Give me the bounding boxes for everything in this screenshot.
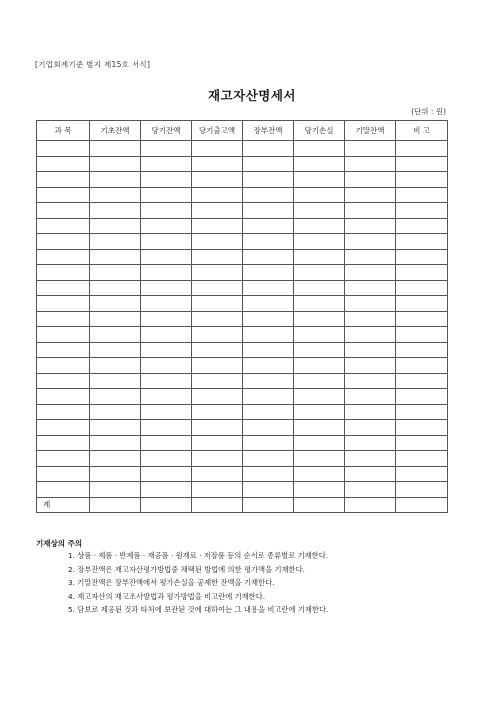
table-cell	[90, 435, 141, 451]
table-cell	[192, 203, 243, 219]
table-cell	[345, 327, 396, 343]
table-cell	[345, 373, 396, 389]
table-cell	[294, 373, 345, 389]
table-cell	[141, 141, 192, 157]
table-cell	[294, 249, 345, 265]
table-cell	[243, 497, 294, 513]
notes-heading: 기재상의 주의	[36, 539, 83, 548]
note-item: 4. 재고자산의 재고조사방법과 평가방법을 비고란에 기재한다.	[68, 591, 266, 601]
table-cell	[141, 265, 192, 281]
table-cell	[37, 249, 90, 265]
table-cell	[141, 280, 192, 296]
table-cell	[37, 172, 90, 188]
table-cell	[345, 358, 396, 374]
table-cell	[243, 172, 294, 188]
table-cell	[192, 172, 243, 188]
table-cell	[294, 265, 345, 281]
table-cell	[396, 466, 448, 482]
table-cell	[294, 234, 345, 250]
table-cell	[192, 218, 243, 234]
table-cell	[37, 373, 90, 389]
inventory-table	[36, 120, 448, 513]
header-current-loss: 당기손실	[294, 121, 345, 141]
table-cell	[294, 311, 345, 327]
table-row	[37, 156, 448, 172]
table-cell	[243, 451, 294, 467]
table-cell	[396, 342, 448, 358]
table-cell	[243, 358, 294, 374]
table-row	[37, 203, 448, 219]
table-cell	[396, 265, 448, 281]
header-account: 과 목	[37, 121, 90, 141]
table-cell	[37, 466, 90, 482]
table-cell	[90, 187, 141, 203]
table-row	[37, 420, 448, 436]
table-row	[37, 358, 448, 374]
table-cell	[90, 296, 141, 312]
table-cell	[294, 141, 345, 157]
table-cell	[345, 203, 396, 219]
table-cell	[90, 249, 141, 265]
table-cell	[90, 466, 141, 482]
table-row	[37, 234, 448, 250]
table-cell	[294, 203, 345, 219]
table-row	[37, 404, 448, 420]
table-cell	[37, 451, 90, 467]
table-cell	[243, 327, 294, 343]
table-cell	[294, 342, 345, 358]
table-cell	[345, 404, 396, 420]
table-cell	[141, 249, 192, 265]
table-row	[37, 187, 448, 203]
table-cell	[294, 280, 345, 296]
table-cell	[90, 389, 141, 405]
table-cell	[192, 141, 243, 157]
table-cell	[345, 280, 396, 296]
table-cell	[90, 358, 141, 374]
table-cell	[396, 234, 448, 250]
table-cell	[37, 234, 90, 250]
table-cell	[345, 172, 396, 188]
unit-note: (단위 : 원)	[411, 107, 446, 116]
table-cell	[141, 203, 192, 219]
table-cell	[345, 451, 396, 467]
table-cell	[396, 482, 448, 498]
table-cell	[37, 280, 90, 296]
table-cell	[396, 203, 448, 219]
table-cell	[243, 373, 294, 389]
table-row	[37, 265, 448, 281]
table-cell	[90, 311, 141, 327]
table-cell	[141, 187, 192, 203]
table-cell	[192, 234, 243, 250]
table-row	[37, 435, 448, 451]
table-cell	[141, 420, 192, 436]
document-title: 재고자산명세서	[207, 88, 297, 103]
header-current-shipment: 당기출고액	[192, 121, 243, 141]
table-cell	[396, 280, 448, 296]
header-opening-balance: 기초잔액	[90, 121, 141, 141]
table-cell	[90, 404, 141, 420]
table-cell	[90, 203, 141, 219]
table-cell	[141, 466, 192, 482]
table-cell	[294, 451, 345, 467]
header-closing-balance: 기말잔액	[345, 121, 396, 141]
table-cell	[192, 451, 243, 467]
table-cell	[243, 280, 294, 296]
total-row	[37, 497, 448, 513]
table-cell	[37, 435, 90, 451]
table-row	[37, 389, 448, 405]
table-cell	[294, 482, 345, 498]
table-row	[37, 373, 448, 389]
table-cell	[141, 311, 192, 327]
table-cell	[192, 420, 243, 436]
table-cell	[37, 389, 90, 405]
table-cell	[90, 172, 141, 188]
table-cell	[396, 172, 448, 188]
table-cell	[396, 156, 448, 172]
table-cell	[396, 420, 448, 436]
table-cell	[90, 482, 141, 498]
table-cell	[141, 435, 192, 451]
table-cell	[90, 420, 141, 436]
table-cell	[90, 218, 141, 234]
header-current-balance: 당기잔액	[141, 121, 192, 141]
table-cell	[243, 435, 294, 451]
table-cell	[192, 265, 243, 281]
table-cell	[396, 187, 448, 203]
table-cell	[345, 466, 396, 482]
table-cell	[345, 296, 396, 312]
header-book-balance: 장부잔액	[243, 121, 294, 141]
table-cell	[294, 389, 345, 405]
table-cell	[192, 358, 243, 374]
table-cell	[192, 296, 243, 312]
table-cell	[192, 404, 243, 420]
table-cell	[90, 373, 141, 389]
table-cell	[141, 296, 192, 312]
table-cell	[141, 234, 192, 250]
note-item: 2. 장부잔액은 재고자산평가방법중 채택된 방법에 의한 평가액을 기재한다.	[68, 564, 305, 574]
table-cell	[345, 187, 396, 203]
table-cell	[37, 203, 90, 219]
table-row	[37, 466, 448, 482]
table-cell	[141, 389, 192, 405]
table-row	[37, 482, 448, 498]
table-cell	[294, 327, 345, 343]
table-cell	[243, 187, 294, 203]
table-cell	[37, 482, 90, 498]
table-cell	[192, 280, 243, 296]
table-row	[37, 218, 448, 234]
table-cell	[345, 218, 396, 234]
table-cell	[141, 156, 192, 172]
table-cell	[90, 327, 141, 343]
table-cell	[396, 435, 448, 451]
table-cell	[37, 358, 90, 374]
table-header-row	[37, 121, 448, 141]
table-cell	[192, 311, 243, 327]
total-label: 계	[37, 497, 90, 513]
table-cell	[243, 404, 294, 420]
table-cell	[90, 280, 141, 296]
table-cell	[345, 265, 396, 281]
table-cell	[396, 218, 448, 234]
table-cell	[396, 497, 448, 513]
table-cell	[141, 218, 192, 234]
table-cell	[90, 451, 141, 467]
table-cell	[243, 218, 294, 234]
table-row	[37, 451, 448, 467]
table-cell	[294, 296, 345, 312]
table-body	[37, 141, 448, 513]
table-cell	[294, 497, 345, 513]
table-cell	[243, 249, 294, 265]
table-cell	[243, 156, 294, 172]
table-cell	[192, 342, 243, 358]
table-cell	[294, 420, 345, 436]
table-cell	[141, 327, 192, 343]
table-cell	[243, 311, 294, 327]
table-cell	[396, 296, 448, 312]
table-cell	[345, 234, 396, 250]
table-cell	[192, 497, 243, 513]
header-remarks: 비 고	[396, 121, 448, 141]
table-cell	[396, 327, 448, 343]
table-cell	[141, 482, 192, 498]
table-cell	[90, 234, 141, 250]
table-cell	[243, 265, 294, 281]
table-cell	[37, 404, 90, 420]
table-cell	[37, 265, 90, 281]
table-row	[37, 280, 448, 296]
table-cell	[37, 187, 90, 203]
table-cell	[90, 156, 141, 172]
table-cell	[37, 420, 90, 436]
table-cell	[294, 435, 345, 451]
table-cell	[90, 141, 141, 157]
note-item: 1. 상품 · 제품 · 반제품 · 재공품 · 원재료 · 저장품 등의 순서로 종류별로 기재한다.	[68, 551, 329, 560]
form-reference: [기업회계기준 별지 제15호 서식]	[35, 60, 151, 69]
table-cell	[345, 249, 396, 265]
table-cell	[345, 342, 396, 358]
table-cell	[37, 311, 90, 327]
table-cell	[192, 187, 243, 203]
table-cell	[243, 296, 294, 312]
table-row	[37, 296, 448, 312]
notes-list	[68, 549, 328, 617]
table-cell	[141, 172, 192, 188]
table-cell	[345, 497, 396, 513]
table-cell	[141, 451, 192, 467]
table-cell	[90, 497, 141, 513]
table-cell	[345, 141, 396, 157]
table-cell	[192, 435, 243, 451]
table-cell	[345, 420, 396, 436]
table-cell	[192, 466, 243, 482]
table-cell	[141, 358, 192, 374]
table-cell	[37, 141, 90, 157]
table-row	[37, 311, 448, 327]
table-cell	[37, 342, 90, 358]
table-cell	[396, 389, 448, 405]
table-cell	[37, 327, 90, 343]
note-item: 3. 기말잔액은 장부잔액에서 평가손실을 공제한 잔액을 기재한다.	[68, 578, 275, 587]
table-cell	[192, 327, 243, 343]
table-cell	[192, 373, 243, 389]
table-cell	[243, 420, 294, 436]
table-cell	[243, 141, 294, 157]
table-cell	[243, 389, 294, 405]
table-cell	[141, 342, 192, 358]
table-row	[37, 249, 448, 265]
table-cell	[37, 156, 90, 172]
table-cell	[37, 218, 90, 234]
table-row	[37, 141, 448, 157]
note-item: 5. 담보로 제공된 것과 타처에 보관된 것에 대하여는 그 내용을 비고란에 기재한다.	[68, 605, 329, 614]
table-cell	[141, 373, 192, 389]
table-cell	[243, 234, 294, 250]
table-cell	[294, 172, 345, 188]
table-cell	[294, 156, 345, 172]
table-cell	[294, 466, 345, 482]
table-cell	[294, 218, 345, 234]
table-cell	[243, 466, 294, 482]
table-cell	[396, 358, 448, 374]
table-cell	[141, 404, 192, 420]
table-cell	[192, 156, 243, 172]
table-cell	[90, 265, 141, 281]
table-cell	[396, 404, 448, 420]
table-cell	[192, 249, 243, 265]
table-cell	[396, 141, 448, 157]
table-row	[37, 327, 448, 343]
table-cell	[345, 435, 396, 451]
table-cell	[243, 482, 294, 498]
table-cell	[345, 311, 396, 327]
table-cell	[192, 389, 243, 405]
table-row	[37, 342, 448, 358]
table-cell	[345, 482, 396, 498]
table-cell	[396, 373, 448, 389]
table-cell	[396, 451, 448, 467]
table-cell	[345, 156, 396, 172]
table-cell	[345, 389, 396, 405]
table-cell	[243, 203, 294, 219]
table-cell	[141, 497, 192, 513]
table-cell	[396, 249, 448, 265]
table-cell	[90, 342, 141, 358]
table-cell	[243, 342, 294, 358]
table-cell	[192, 482, 243, 498]
table-cell	[396, 311, 448, 327]
table-cell	[294, 404, 345, 420]
table-cell	[294, 358, 345, 374]
table-cell	[37, 296, 90, 312]
table-cell	[294, 187, 345, 203]
table-row	[37, 172, 448, 188]
